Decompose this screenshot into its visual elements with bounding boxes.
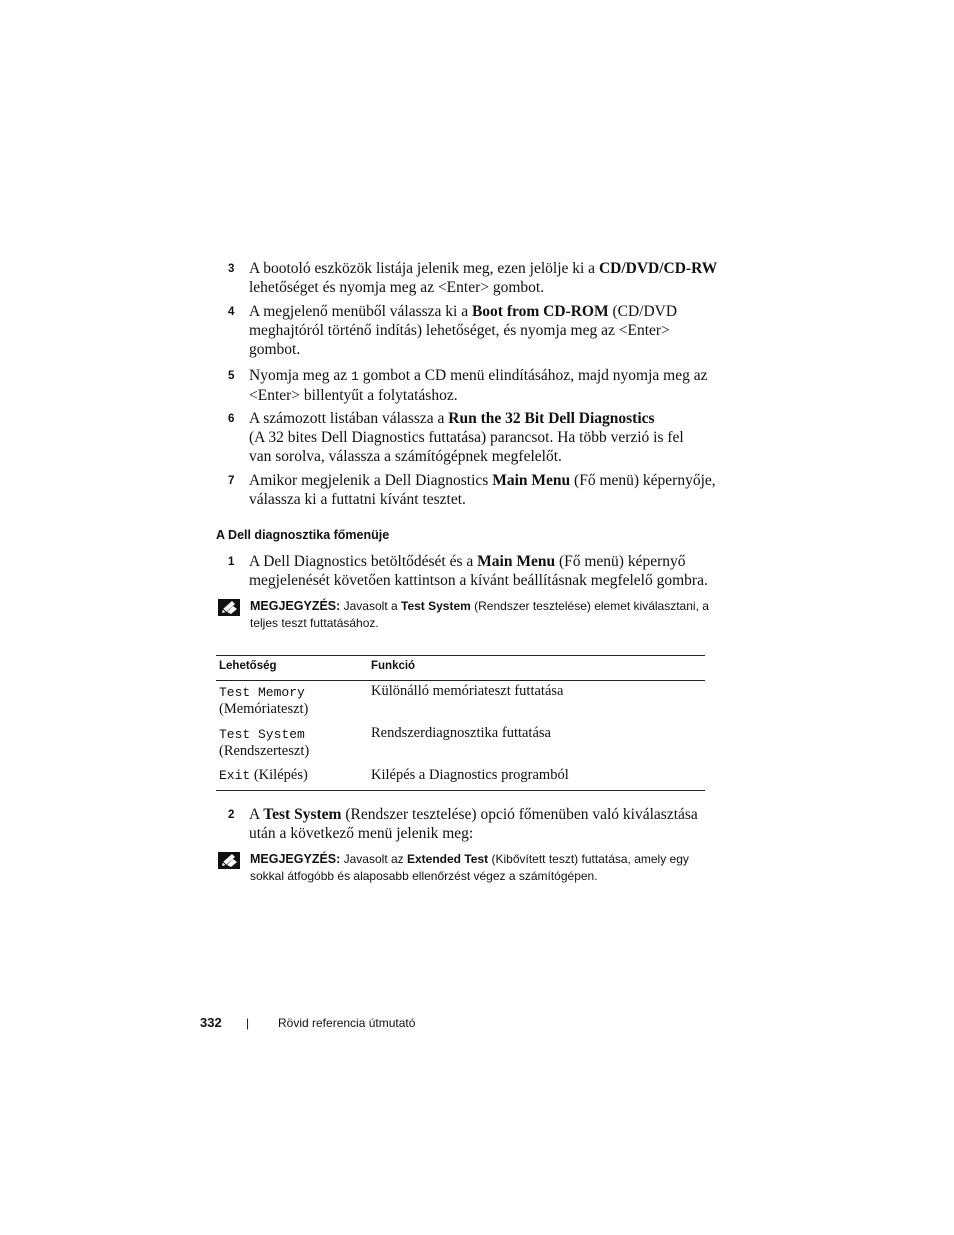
table-bottom-rule <box>216 790 705 791</box>
step-text: A Dell Diagnostics betöltődését és a Main Menu (Fő menü) képernyő megjelenését követően kattintson a kívánt beállításnak megfelelő gombra. <box>249 553 708 589</box>
table-row: Test Memory (Memóriateszt) <box>219 685 309 717</box>
footer-separator: | <box>246 1016 250 1030</box>
step-text: A Test System (Rendszer tesztelése) opció főmenüben való kiválasztása után a következő menü jelenik meg: <box>249 806 698 842</box>
note-pencil-icon <box>218 852 240 869</box>
table-header-option: Lehetőség <box>219 660 277 672</box>
table-row: Test System (Rendszerteszt) <box>219 727 310 759</box>
footer-title: Rövid referencia útmutató <box>278 1016 416 1030</box>
table-cell-function: Különálló memóriateszt futtatása <box>371 683 564 699</box>
step-text: A bootoló eszközök listája jelenik meg, ezen jelölje ki a CD/DVD/CD-RW lehetőséget és nyomja meg az <Enter> gombot. <box>249 260 718 296</box>
step-number: 5 <box>228 370 235 382</box>
page-number: 332 <box>200 1015 222 1030</box>
step-text: Nyomja meg az 1 gombot a CD menü elindításához, majd nyomja meg az <Enter> billentyűt a folytatáshoz. <box>249 367 708 404</box>
step-text: Amikor megjelenik a Dell Diagnostics Main Menu (Fő menü) képernyője, válassza ki a futtatni kívánt tesztet. <box>249 472 716 508</box>
step-number: 6 <box>228 413 235 425</box>
step-number: 2 <box>228 809 235 821</box>
table-row: Exit (Kilépés) <box>219 767 308 783</box>
table-cell-function: Rendszerdiagnosztika futtatása <box>371 725 551 741</box>
note-text: MEGJEGYZÉS: Javasolt az Extended Test (Kibővített teszt) futtatása, amely egy sokkal átfogóbb és alaposabb ellenőrzést végez a számítógépen. <box>250 852 689 883</box>
step-text: A számozott listában válassza a Run the 32 Bit Dell Diagnostics (A 32 bites Dell Diagnostics futtatása) parancsot. Ha több verzió is fel van sorolva, válassza a számítógépnek megfelelőt. <box>249 410 684 465</box>
table-header-rule <box>216 680 705 681</box>
note-text: MEGJEGYZÉS: Javasolt a Test System (Rendszer tesztelése) elemet kiválasztani, a teljes teszt futtatásához. <box>250 599 709 630</box>
table-cell-function: Kilépés a Diagnostics programból <box>371 767 569 783</box>
table-top-rule <box>216 655 705 656</box>
table-header-function: Funkció <box>371 660 416 672</box>
step-number: 3 <box>228 263 235 275</box>
step-text: A megjelenő menüből válassza ki a Boot from CD-ROM (CD/DVD meghajtóról történő indítás) lehetőséget, és nyomja meg az <Enter> gombot. <box>249 303 678 358</box>
step-number: 7 <box>228 475 235 487</box>
note-pencil-icon <box>218 599 240 616</box>
section-heading: A Dell diagnosztika főmenüje <box>216 528 390 542</box>
step-number: 1 <box>228 556 235 568</box>
step-number: 4 <box>228 306 235 318</box>
